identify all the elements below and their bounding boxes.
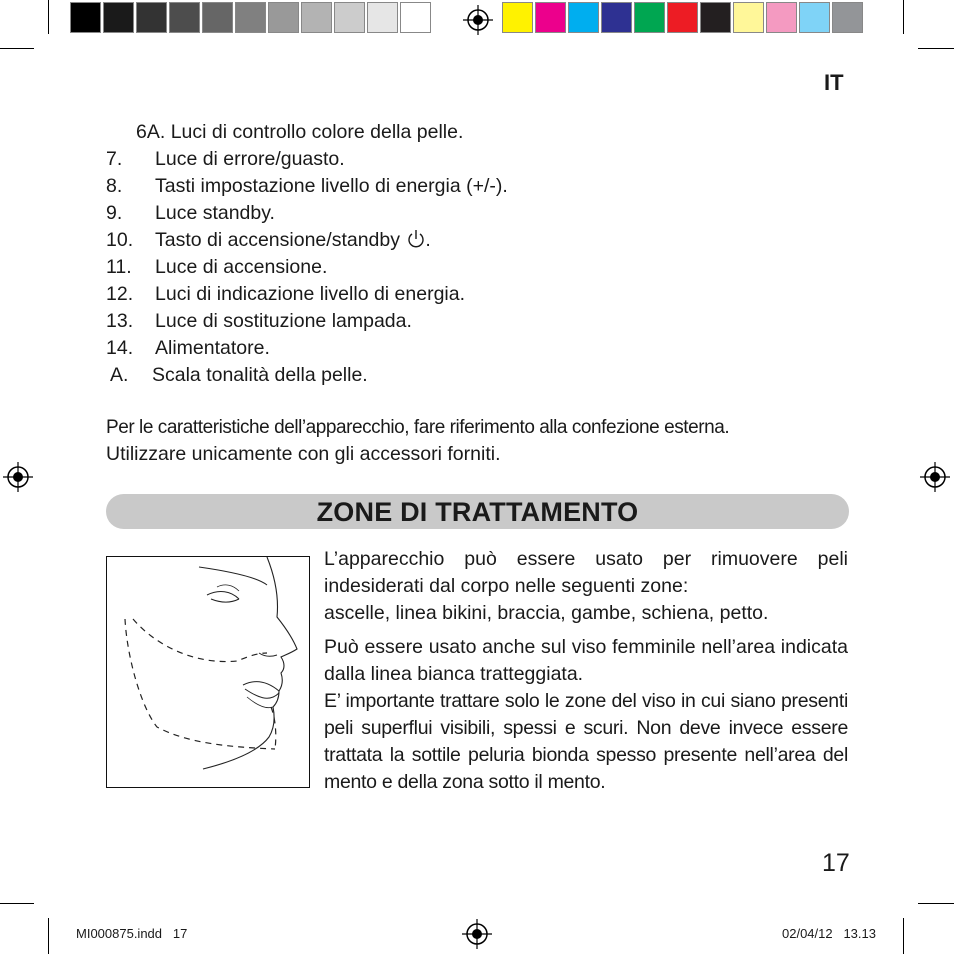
color-swatch [268, 2, 299, 33]
list-item: 6A. Luci di controllo colore della pelle. [136, 121, 464, 143]
registration-mark-icon [462, 919, 492, 949]
color-calibration-bar [502, 2, 865, 36]
color-swatch [766, 2, 797, 33]
crop-mark [0, 48, 34, 49]
crop-mark [903, 918, 904, 954]
color-swatch [103, 2, 134, 33]
color-swatch [202, 2, 233, 33]
crop-mark [918, 48, 954, 49]
color-swatch [301, 2, 332, 33]
color-swatch [235, 2, 266, 33]
power-standby-icon [407, 229, 425, 249]
body-paragraph: L’apparecchio può essere usato per rimuovere peli indesiderati dal corpo nelle seguenti zone: [324, 548, 848, 597]
color-swatch [169, 2, 200, 33]
color-swatch [70, 2, 101, 33]
grayscale-calibration-bar [70, 2, 433, 36]
registration-mark-icon [463, 5, 493, 35]
color-swatch [367, 2, 398, 33]
color-swatch [733, 2, 764, 33]
color-swatch [400, 2, 431, 33]
section-title: ZONE DI TRATTAMENTO [316, 497, 639, 527]
color-swatch [601, 2, 632, 33]
color-swatch [502, 2, 533, 33]
crop-mark [0, 903, 34, 904]
color-swatch [568, 2, 599, 33]
face-illustration [106, 556, 310, 788]
notes-line: Utilizzare unicamente con gli accessori forniti. [106, 443, 501, 465]
color-swatch [634, 2, 665, 33]
color-swatch [136, 2, 167, 33]
body-paragraph: ascelle, linea bikini, braccia, gambe, schiena, petto. [324, 602, 769, 624]
page-number: 17 [822, 849, 850, 877]
section-title-banner [106, 494, 849, 529]
color-swatch [832, 2, 863, 33]
crop-mark [48, 918, 49, 954]
notes-line: Per le caratteristiche dell’apparecchio, fare riferimento alla confezione esterna. [106, 417, 730, 438]
crop-mark [918, 903, 954, 904]
body-paragraph: Può essere usato anche sul viso femminile nell’area indicata dalla linea bianca tratteggiata. [324, 636, 848, 685]
color-swatch [535, 2, 566, 33]
color-swatch [667, 2, 698, 33]
body-paragraph: E’ importante trattare solo le zone del viso in cui siano presenti peli superflui visibili, spessi e scuri. Non deve invece essere trattata la sottile peluria bionda spesso presente nell’area del mento e della zona sotto il mento. [324, 690, 848, 793]
color-swatch [799, 2, 830, 33]
crop-mark [48, 0, 49, 34]
registration-mark-icon [920, 462, 950, 492]
footer-date: 02/04/12 13.13 [782, 926, 876, 941]
footer-file: MI000875.indd 17 [76, 926, 188, 941]
color-swatch [334, 2, 365, 33]
face-profile-image [107, 557, 308, 786]
registration-mark-icon [3, 462, 33, 492]
color-swatch [700, 2, 731, 33]
crop-mark [903, 0, 904, 34]
language-code: IT [824, 70, 844, 95]
